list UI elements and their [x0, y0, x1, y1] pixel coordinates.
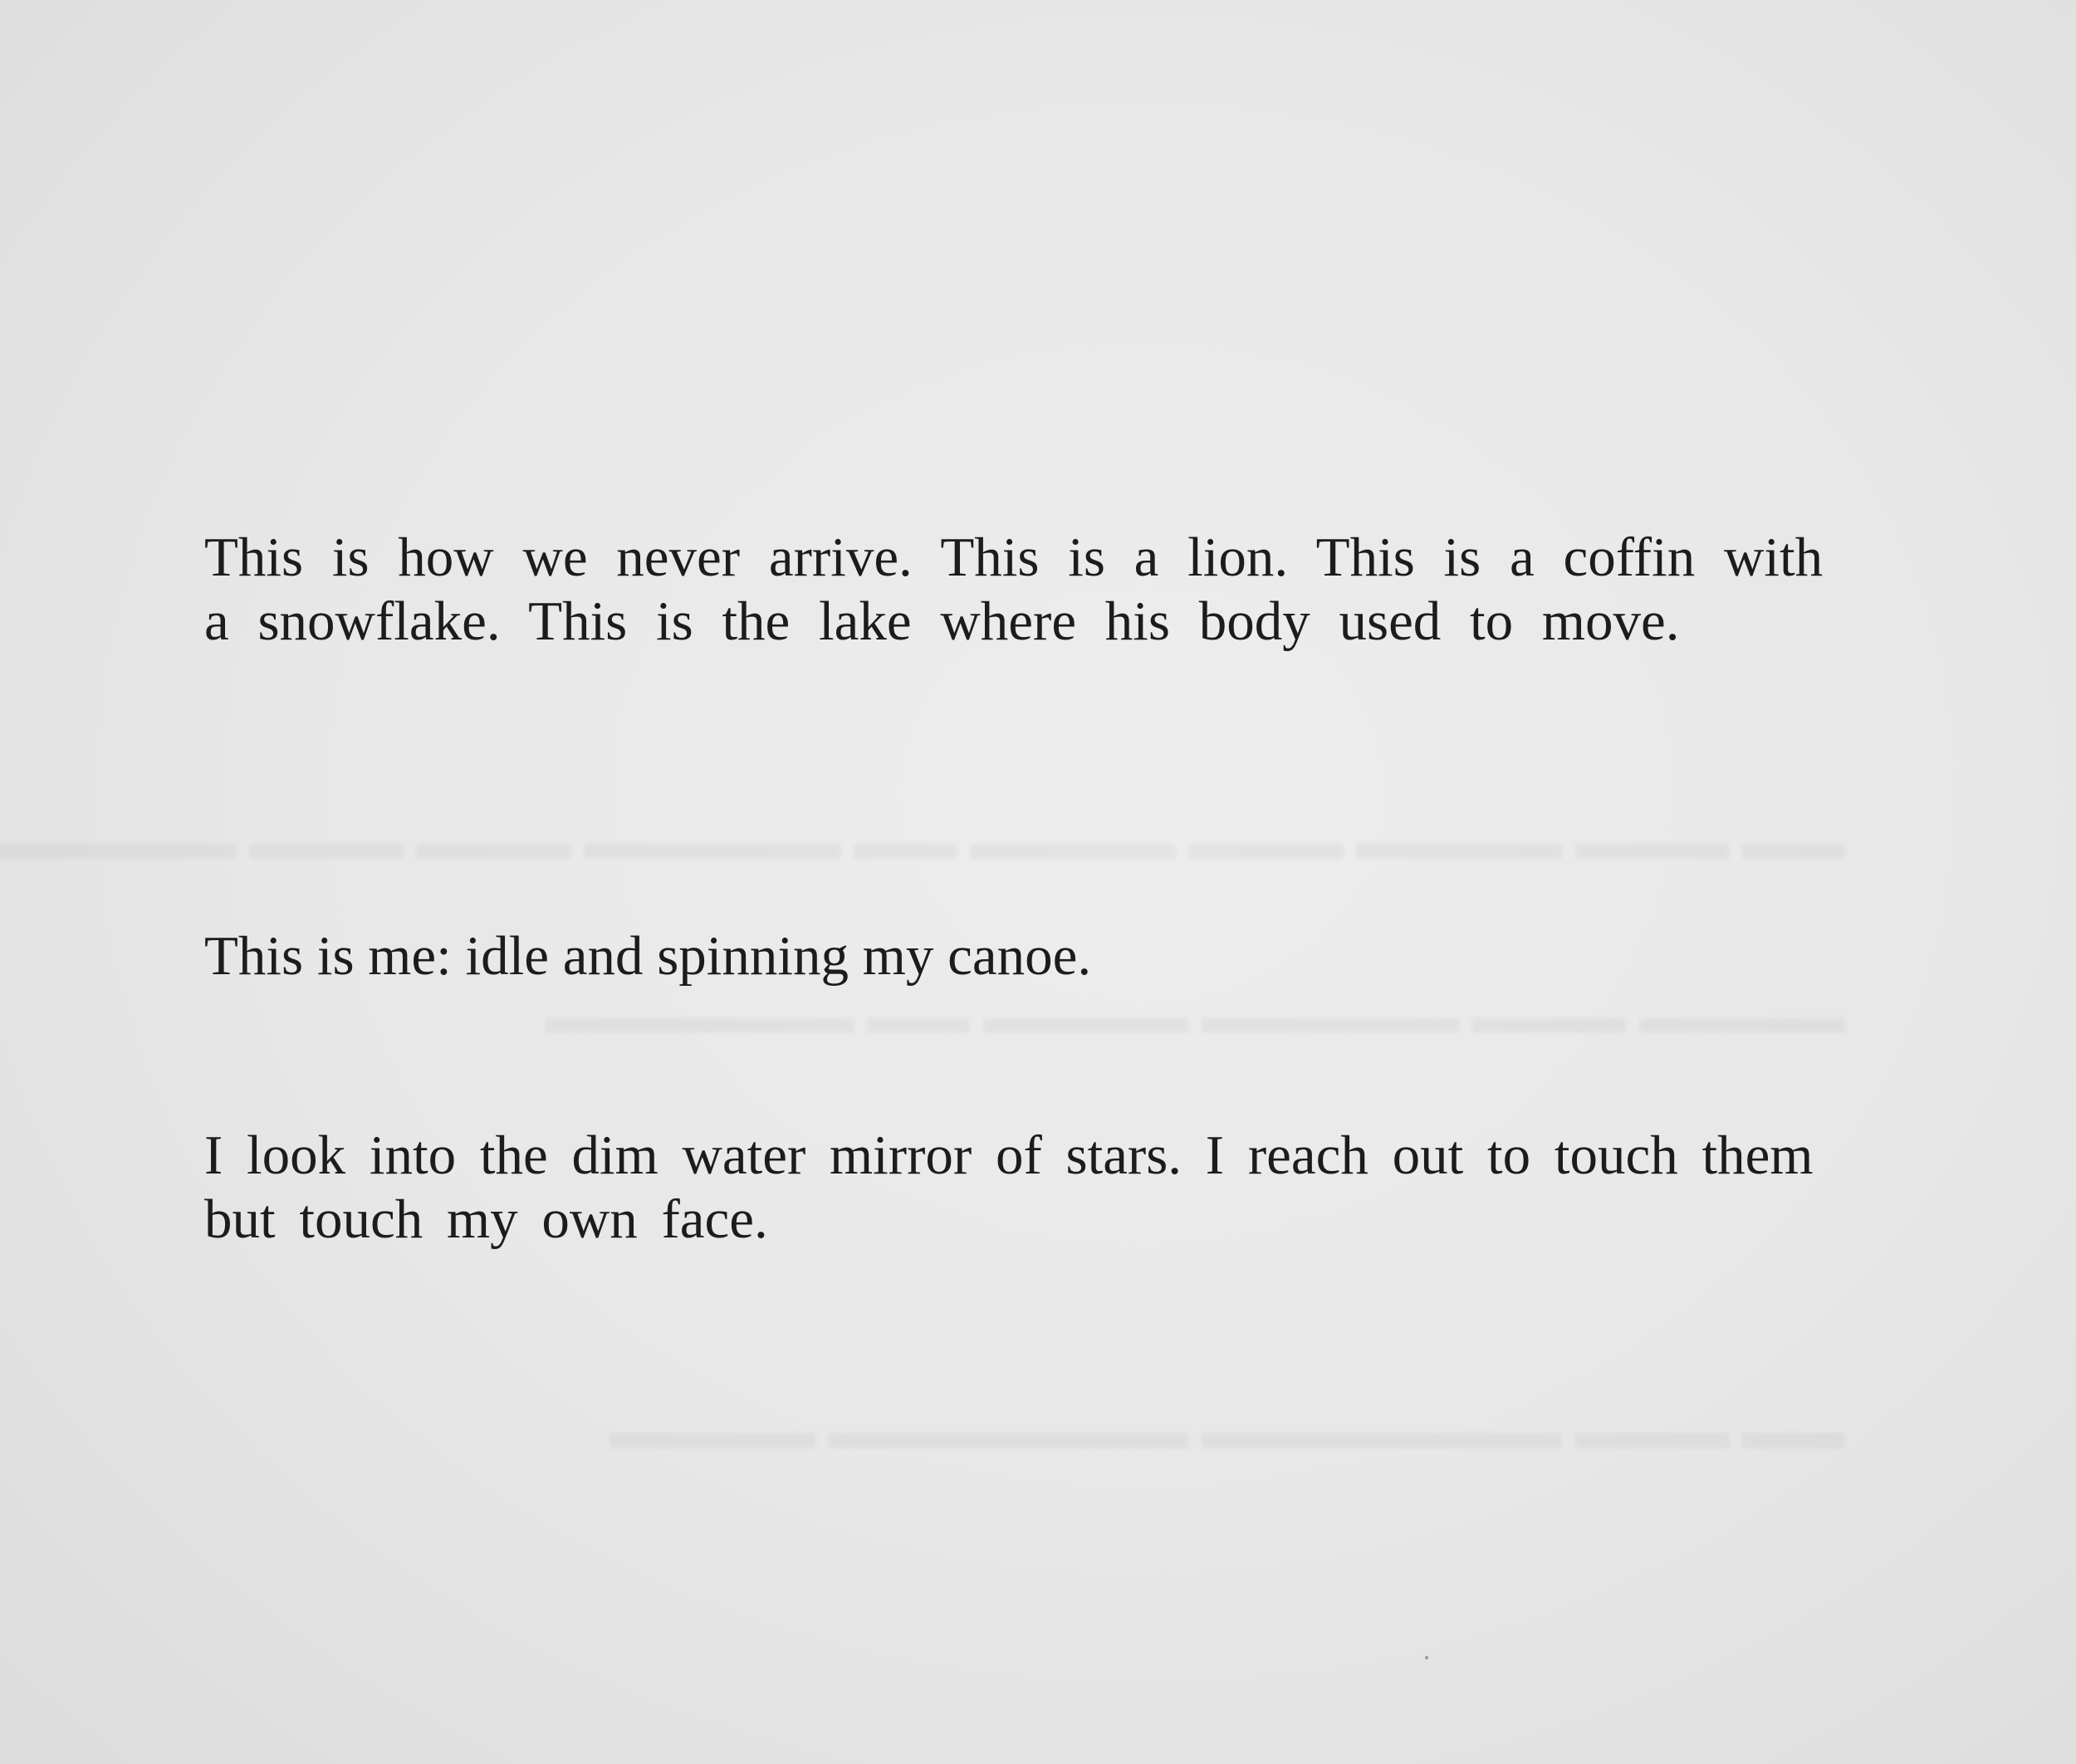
paragraph-2: This is me: idle and spinning my canoe. [204, 925, 1092, 987]
paragraph-1: This is how we never arrive. This is a lion. This is a coffin with a snowflake. This is the lake where his body used to move. [204, 527, 1824, 652]
paragraph-3: I look into the dim water mirror of stars. I reach out to touch them but touch my own face. [204, 1125, 1814, 1250]
paper-speck [1425, 1656, 1428, 1659]
bleed-through-text [218, 789, 1845, 895]
bleed-through-text [218, 1379, 1845, 1485]
